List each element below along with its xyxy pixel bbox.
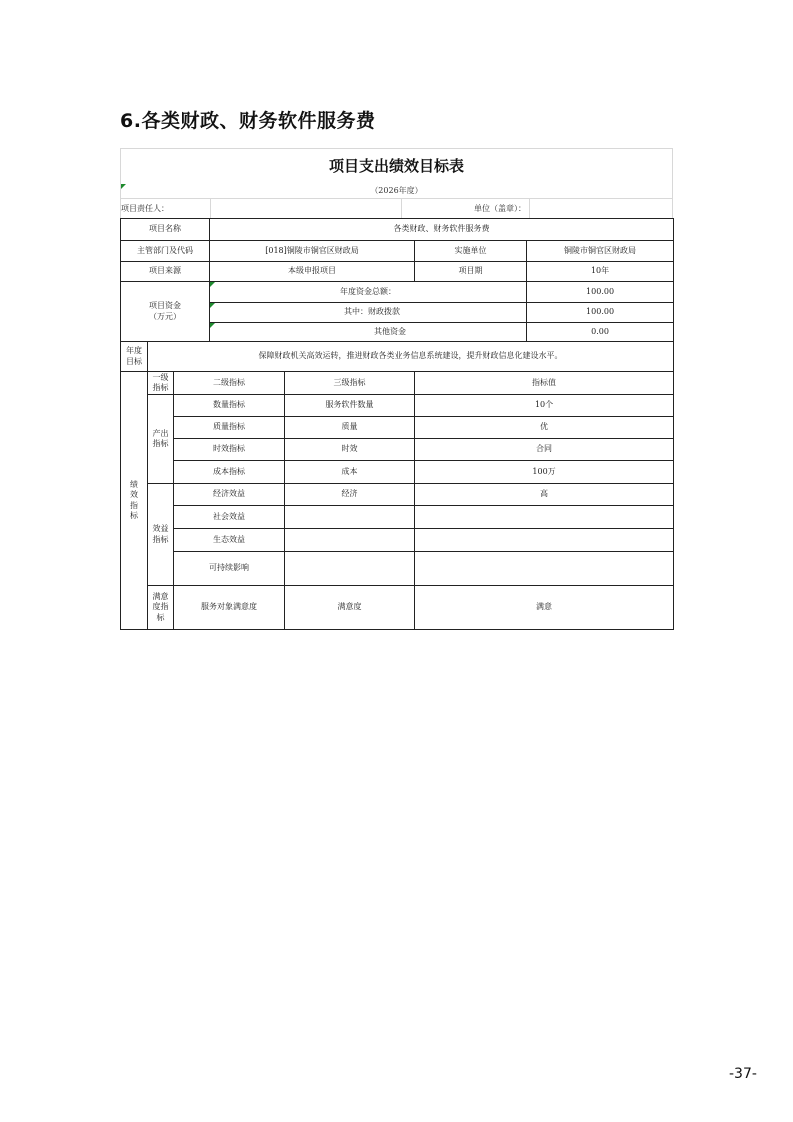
level1-header xyxy=(148,372,174,395)
table-row xyxy=(121,342,674,372)
perf-char: 效 xyxy=(130,490,138,500)
table-row xyxy=(121,461,674,484)
indicator-value xyxy=(415,506,674,529)
project-name-value: 各类财政、财务软件服务费 xyxy=(210,219,674,241)
owner-blank xyxy=(211,199,402,218)
table-row xyxy=(121,439,674,461)
goal-label xyxy=(121,342,148,372)
indicator-value: 优 xyxy=(415,417,674,439)
indicator-value: 100万 xyxy=(415,461,674,484)
impl-value: 铜陵市铜官区财政局 xyxy=(527,241,674,262)
funds-label-line2: （万元） xyxy=(149,311,181,321)
indicator-value xyxy=(415,529,674,552)
table-row xyxy=(121,529,674,552)
goal-text: 保障财政机关高效运转，推进财政各类业务信息系统建设，提升财政信息化建设水平。 xyxy=(148,342,674,372)
table-row xyxy=(121,262,674,282)
dept-label: 主管部门及代码 xyxy=(121,241,210,262)
funds-label xyxy=(121,282,210,342)
performance-table xyxy=(120,218,674,630)
indicator-level2: 社会效益 xyxy=(174,506,285,529)
perf-char: 标 xyxy=(130,510,138,520)
dept-value: [018]铜陵市铜官区财政局 xyxy=(210,241,415,262)
indicator-level3 xyxy=(285,529,415,552)
indicator-level3: 质量 xyxy=(285,417,415,439)
indicator-level2: 服务对象满意度 xyxy=(174,586,285,630)
indicator-value: 高 xyxy=(415,484,674,506)
funds-fiscal-value: 100.00 xyxy=(527,303,674,323)
indicator-level3 xyxy=(285,552,415,586)
funds-total-label: 年度资金总额： xyxy=(210,282,527,303)
indicator-value xyxy=(415,552,674,586)
indicator-level2: 经济效益 xyxy=(174,484,285,506)
owner-row xyxy=(120,198,673,218)
table-row xyxy=(121,219,674,241)
page-number: -37- xyxy=(729,1066,757,1082)
indicator-level3: 满意度 xyxy=(285,586,415,630)
benefit-indicator-label xyxy=(148,484,174,586)
table-row xyxy=(121,282,674,303)
level3-header: 三级指标 xyxy=(285,372,415,395)
output-label-line2: 指标 xyxy=(152,439,169,448)
goal-label-line2: 目标 xyxy=(126,356,142,366)
sheet-title: 项目支出绩效目标表 xyxy=(120,148,673,184)
funds-fiscal-text: 其中：财政拨款 xyxy=(344,307,401,317)
funds-fiscal-label xyxy=(210,303,527,323)
period-label: 项目期 xyxy=(415,262,527,282)
indicator-level3: 成本 xyxy=(285,461,415,484)
indicator-level2: 生态效益 xyxy=(174,529,285,552)
satisfaction-label-line3: 标 xyxy=(156,612,165,622)
indicator-level2: 时效指标 xyxy=(174,439,285,461)
table-row xyxy=(121,372,674,395)
output-indicator-label xyxy=(148,395,174,484)
source-value: 本级申报项目 xyxy=(210,262,415,282)
table-row xyxy=(121,552,674,586)
benefit-label-line2: 指标 xyxy=(152,534,169,544)
level1-header-line1: 一级 xyxy=(152,372,169,382)
level1-header-line2: 指标 xyxy=(152,383,169,392)
funds-other-label xyxy=(210,323,527,342)
perf-char: 指 xyxy=(130,500,138,510)
satisfaction-label-line2: 度指 xyxy=(152,602,169,612)
table-row xyxy=(121,484,674,506)
satisfaction-label-line1: 满意 xyxy=(152,591,169,601)
output-label-line1: 产出 xyxy=(152,428,169,438)
value-header: 指标值 xyxy=(415,372,674,395)
satisfaction-indicator-label xyxy=(148,586,174,630)
indicator-level3: 时效 xyxy=(285,439,415,461)
funds-label-line1: 项目资金 xyxy=(149,301,181,311)
indicator-level3: 经济 xyxy=(285,484,415,506)
sheet-year: （2026年度） xyxy=(120,184,673,198)
table-row xyxy=(121,417,674,439)
source-label: 项目来源 xyxy=(121,262,210,282)
indicator-value: 合同 xyxy=(415,439,674,461)
table-row xyxy=(121,506,674,529)
funds-other-value: 0.00 xyxy=(527,323,674,342)
section-title: 6.各类财政、财务软件服务费 xyxy=(120,110,376,132)
perf-indicator-label xyxy=(121,372,148,630)
project-name-label: 项目名称 xyxy=(121,219,210,241)
indicator-level3: 服务软件数量 xyxy=(285,395,415,417)
table-row xyxy=(121,241,674,262)
period-value: 10年 xyxy=(527,262,674,282)
performance-target-sheet xyxy=(120,148,673,630)
owner-label: 项目责任人： xyxy=(121,199,211,218)
indicator-level2: 数量指标 xyxy=(174,395,285,417)
funds-total-value: 100.00 xyxy=(527,282,674,303)
indicator-value: 10个 xyxy=(415,395,674,417)
table-row xyxy=(121,586,674,630)
indicator-level2: 质量指标 xyxy=(174,417,285,439)
impl-label: 实施单位 xyxy=(415,241,527,262)
perf-char: 绩 xyxy=(130,479,138,489)
indicator-level2: 成本指标 xyxy=(174,461,285,484)
indicator-level3 xyxy=(285,506,415,529)
goal-label-line1: 年度 xyxy=(126,346,142,356)
unit-label: 单位（盖章）： xyxy=(402,199,530,218)
level2-header: 二级指标 xyxy=(174,372,285,395)
table-row xyxy=(121,395,674,417)
indicator-value: 满意 xyxy=(415,586,674,630)
unit-blank xyxy=(530,199,672,218)
funds-other-text: 其他资金 xyxy=(374,326,407,336)
benefit-label-line1: 效益 xyxy=(152,524,169,534)
indicator-level2: 可持续影响 xyxy=(174,552,285,586)
